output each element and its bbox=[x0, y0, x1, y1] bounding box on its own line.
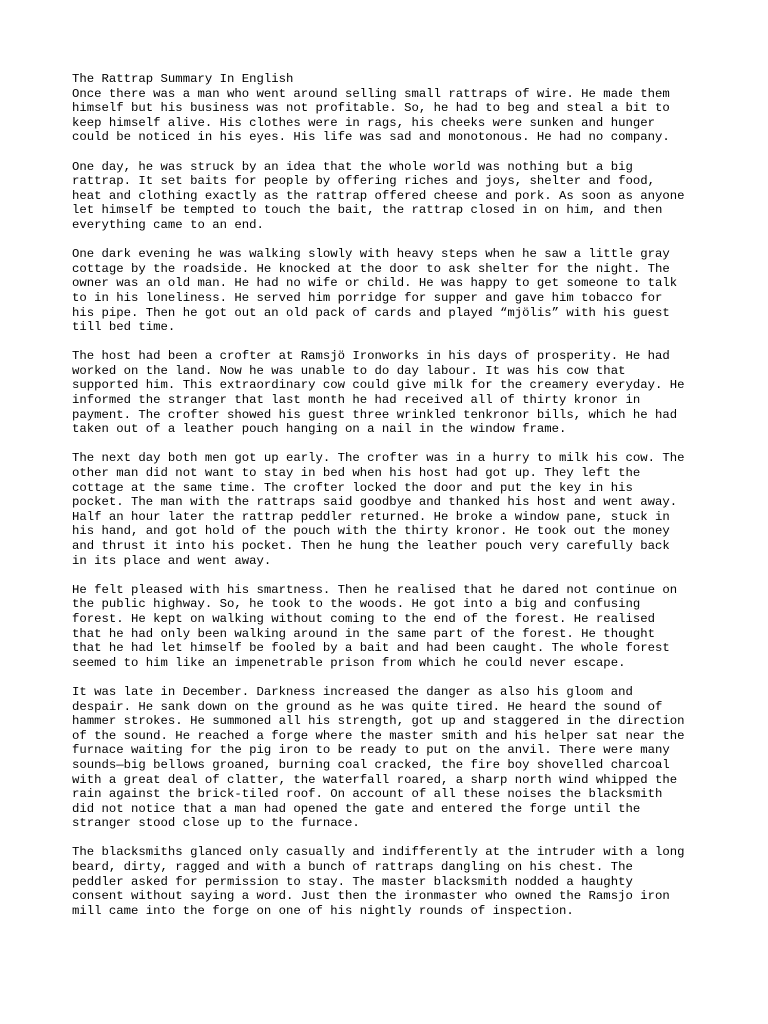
paragraph-1: Once there was a man who went around selling small rattraps of wire. He made them himself but his business was not profitable. So, he had to beg and steal a bit to keep himself alive. His clothes were in rags, his cheeks were sunken and hunger could be noticed in his eyes. His life was sad and monotonous. He had no company. bbox=[72, 86, 670, 145]
paragraph-4: The host had been a crofter at Ramsjö Ironworks in his days of prosperity. He had worked on the land. Now he was unable to do day labour. It was his cow that supported him. This extraordinary cow could give milk for the creamery everyday. He informed the stranger that last month he had received all of thirty kronor in payment. The crofter showed his guest three wrinkled tenkronor bills, which he had taken out of a leather pouch hanging on a nail in the window frame. bbox=[72, 349, 685, 437]
paragraph-5: The next day both men got up early. The crofter was in a hurry to milk his cow. The other man did not want to stay in bed when his host had got up. They left the cottage at the same time. The crofter locked the door and put the key in his pocket. The man with the rattraps said goodbye and thanked his host and went away. Half an hour later the rattrap peddler returned. He broke a window pane, stuck in his hand, and got hold of the pouch with the thirty kronor. He took out the money and thrust it into his pocket. Then he hung the leather pouch very carefully back in its place and went away. bbox=[72, 451, 685, 568]
document-title: The Rattrap Summary In English bbox=[72, 72, 294, 86]
paragraph-6: He felt pleased with his smartness. Then he realised that he dared not continue on the public highway. So, he took to the woods. He got into a big and confusing forest. He kept on walking without coming to the end of the forest. He realised that he had only been walking around in the same part of the forest. He thought that he had let himself be fooled by a bait and had been caught. The whole forest seemed to him like an impenetrable prison from which he could never escape. bbox=[72, 582, 678, 670]
paragraph-7: It was late in December. Darkness increased the danger as also his gloom and despair. He sank down on the ground as he was quite tired. He heard the sound of hammer strokes. He summoned all his strength, got up and staggered in the direction of the sound. He reached a forge where the master smith and his helper sat near the furnace waiting for the pig iron to be ready to put on the anvil. There were many sounds—big bellows groaned, burning coal cracked, the fire boy shovelled charcoal with a great deal of clatter, the waterfall roared, a sharp north wind whipped the rain against the brick-tiled roof. On account of all these noises the blacksmith did not notice that a man had opened the gate and entered the forge until the stranger stood close up to the furnace. bbox=[72, 684, 685, 831]
document-page bbox=[72, 72, 704, 933]
paragraph-2: One day, he was struck by an idea that the whole world was nothing but a big rattrap. It set baits for people by offering riches and joys, shelter and food, heat and clothing exactly as the rattrap offered cheese and pork. As soon as anyone let himself be tempted to touch the bait, the rattrap closed in on him, and then everything came to an end. bbox=[72, 159, 685, 232]
paragraph-3: One dark evening he was walking slowly with heavy steps when he saw a little gray cottage by the roadside. He knocked at the door to ask shelter for the night. The owner was an old man. He had no wife or child. He was happy to get someone to talk to in his loneliness. He served him porridge for supper and gave him tobacco for his pipe. Then he got out an old pack of cards and played “mjölis” with his guest till bed time. bbox=[72, 247, 678, 335]
paragraph-8: The blacksmiths glanced only casually and indifferently at the intruder with a long beard, dirty, ragged and with a bunch of rattraps dangling on his chest. The peddler asked for permission to stay. The master blacksmith nodded a haughty consent without saying a word. Just then the ironmaster who owned the Ramsjo iron mill came into the forge on one of his nightly rounds of inspection. bbox=[72, 845, 685, 918]
